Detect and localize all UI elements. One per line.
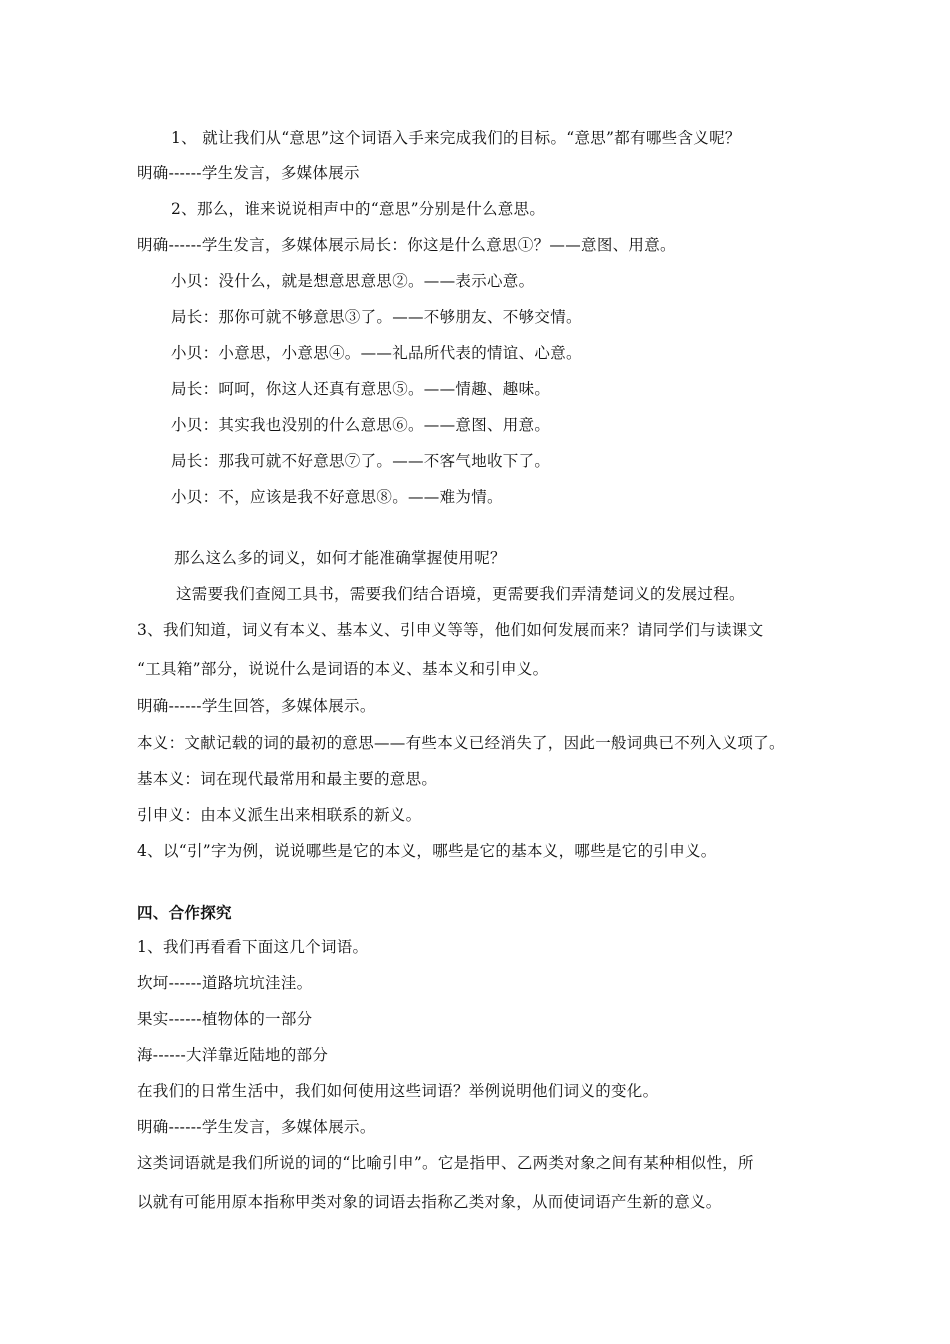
section-heading: 四、合作探究: [137, 904, 232, 922]
paragraph-line: 这需要我们查阅工具书，需要我们结合语境，更需要我们弄清楚词义的发展过程。: [176, 585, 745, 603]
paragraph-line: “工具箱”部分，说说什么是词语的本义、基本义和引申义。: [137, 660, 549, 678]
paragraph-line: 以就有可能用原本指称甲类对象的词语去指称乙类对象，从而使词语产生新的意义。: [137, 1193, 722, 1211]
dialogue-line: 小贝：不，应该是我不好意思⑧。——难为情。: [171, 488, 503, 506]
paragraph-line: 2、那么，谁来说说相声中的“意思”分别是什么意思。: [171, 200, 546, 218]
paragraph-line: 这类词语就是我们所说的词的“比喻引申”。它是指甲、乙两类对象之间有某种相似性，所: [137, 1154, 754, 1172]
paragraph-line: 海------大洋靠近陆地的部分: [137, 1046, 329, 1064]
paragraph-line: 明确------学生发言，多媒体展示: [137, 164, 360, 182]
paragraph-line: 果实------植物体的一部分: [137, 1010, 313, 1028]
dialogue-line: 小贝：没什么，就是想意思意思②。——表示心意。: [171, 272, 535, 290]
paragraph-line: 在我们的日常生活中，我们如何使用这些词语？举例说明他们词义的变化。: [137, 1082, 659, 1100]
dialogue-line: 局长：呵呵，你这人还真有意思⑤。——情趣、趣味。: [171, 380, 551, 398]
paragraph-line: 坎坷------道路坑坑洼洼。: [137, 974, 313, 992]
paragraph-line: 明确------学生回答，多媒体展示。: [137, 697, 376, 715]
paragraph-line: 引申义：由本义派生出来相联系的新义。: [137, 806, 422, 824]
paragraph-line: 基本义：词在现代最常用和最主要的意思。: [137, 770, 438, 788]
dialogue-line: 局长：那你可就不够意思③了。——不够朋友、不够交情。: [171, 308, 582, 326]
dialogue-line: 局长：那我可就不好意思⑦了。——不客气地收下了。: [171, 452, 551, 470]
paragraph-line: 明确------学生发言，多媒体展示局长：你这是什么意思①？——意图、用意。: [137, 236, 676, 254]
paragraph-line: 本义：文献记载的词的最初的意思——有些本义已经消失了，因此一般词典已不列入义项了。: [137, 734, 785, 752]
dialogue-line: 小贝：其实我也没别的什么意思⑥。——意图、用意。: [171, 416, 551, 434]
dialogue-line: 小贝：小意思，小意思④。——礼品所代表的情谊、心意。: [171, 344, 582, 362]
paragraph-line: 3、我们知道，词义有本义、基本义、引申义等等，他们如何发展而来？请同学们与读课文: [137, 621, 764, 639]
paragraph-line: 那么这么多的词义，如何才能准确掌握使用呢？: [174, 549, 506, 567]
paragraph-line: 明确------学生发言，多媒体展示。: [137, 1118, 376, 1136]
paragraph-line: 1、 就让我们从“意思”这个词语入手来完成我们的目标。“意思”都有哪些含义呢？: [171, 129, 741, 147]
paragraph-line: 1、我们再看看下面这几个词语。: [137, 938, 369, 956]
paragraph-line: 4、以“引”字为例，说说哪些是它的本义，哪些是它的基本义，哪些是它的引申义。: [137, 842, 717, 860]
